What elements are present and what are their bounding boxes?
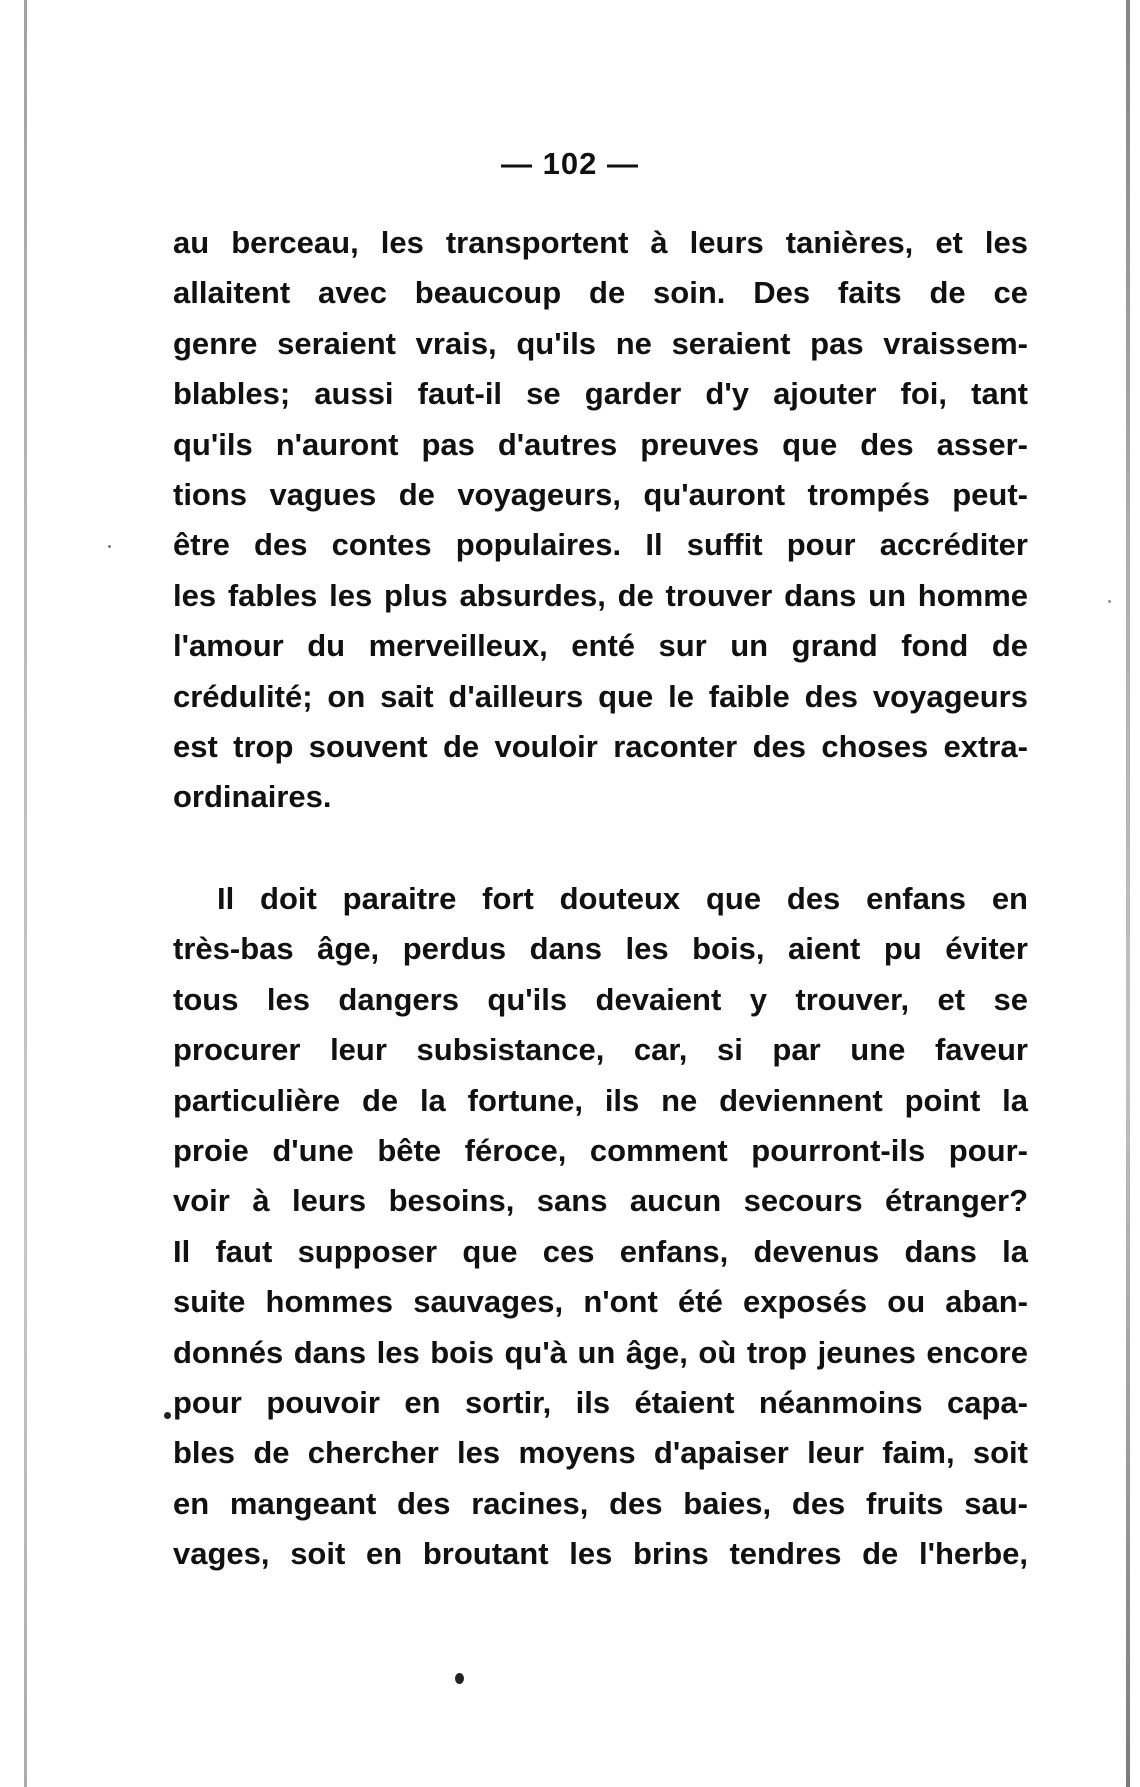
ink-speck [1108, 600, 1111, 603]
paragraph-2 [173, 874, 1028, 1579]
text-line: crédulité; on sait d'ailleurs que le faible des voyageurs [173, 678, 1028, 714]
ink-speck [164, 1412, 171, 1419]
scan-edge-left [24, 0, 27, 1787]
text-line: procurer leur subsistance, car, si par une faveur [173, 1032, 1028, 1068]
text-line: donnés dans les bois qu'à un âge, où trop jeunes encore [173, 1334, 1028, 1370]
text-line: vages, soit en broutant les brins tendres de l'herbe, [173, 1536, 1028, 1572]
text-line: particulière de la fortune, ils ne deviennent point la [173, 1082, 1028, 1118]
page-number: — 102 — [501, 146, 639, 181]
text-line: est trop souvent de vouloir raconter des choses extra- [173, 728, 1028, 764]
text-line: blables; aussi faut-il se garder d'y ajouter foi, tant [173, 376, 1028, 412]
text-line: au berceau, les transportent à leurs tanières, et les [173, 225, 1028, 260]
text-line: tous les dangers qu'ils devaient y trouver, et se [173, 981, 1028, 1017]
text-line: l'amour du merveilleux, enté sur un grand fond de [173, 628, 1028, 664]
paragraph-1 [173, 218, 1028, 823]
text-line: voir à leurs besoins, sans aucun secours étranger? [173, 1183, 1028, 1219]
text-line: très-bas âge, perdus dans les bois, aient pu éviter [173, 931, 1028, 967]
ink-speck [108, 545, 111, 548]
text-line: tions vagues de voyageurs, qu'auront trompés peut- [173, 476, 1028, 512]
text-line: pour pouvoir en sortir, ils étaient néanmoins capa- [173, 1384, 1028, 1420]
text-line: bles de chercher les moyens d'apaiser leur faim, soit [173, 1435, 1028, 1471]
text-line: qu'ils n'auront pas d'autres preuves que des asser- [173, 426, 1028, 462]
text-line: Il doit paraitre fort douteux que des enfans en [217, 881, 1028, 916]
text-line: proie d'une bête féroce, comment pourront-ils pour- [173, 1132, 1028, 1168]
text-line: genre seraient vrais, qu'ils ne seraient pas vraissem- [173, 325, 1028, 361]
text-line: être des contes populaires. Il suffit pour accréditer [173, 527, 1028, 563]
text-line: en mangeant des racines, des baies, des fruits sau- [173, 1485, 1028, 1521]
text-line: les fables les plus absurdes, de trouver dans un homme [173, 577, 1028, 613]
text-line: allaitent avec beaucoup de soin. Des faits de ce [173, 275, 1028, 311]
text-line: ordinaires. [173, 779, 332, 815]
text-line: Il faut supposer que ces enfans, devenus dans la [173, 1233, 1028, 1269]
text-line: suite hommes sauvages, n'ont été exposés ou aban- [173, 1284, 1028, 1320]
scan-edge-right [1126, 0, 1130, 1787]
ink-speck [455, 1673, 464, 1684]
